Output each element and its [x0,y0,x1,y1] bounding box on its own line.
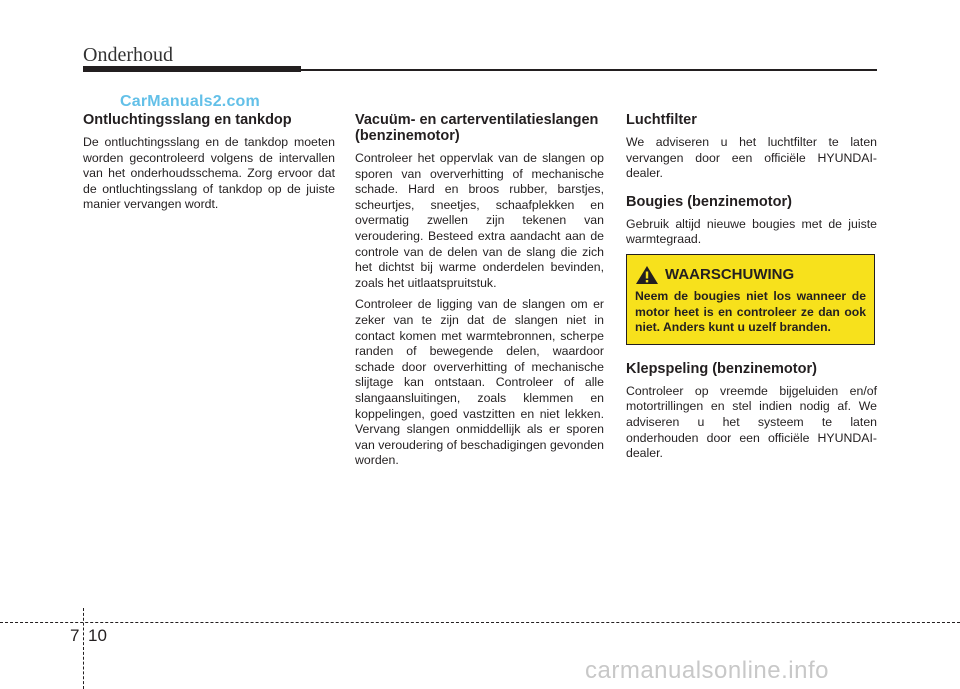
section-paragraph: Gebruik altijd nieuwe bougies met de juiste warmtegraad. [626,216,877,247]
section-heading-luchtfilter: Luchtfilter [626,112,697,128]
warning-text: Neem de bougies niet los wanneer de motor heet is en controleer ze dan ook niet. Anders kunt u uzelf branden. [635,288,866,335]
section-heading-ontluchtingsslang: Ontluchtingsslang en tankdop [83,112,292,128]
warning-title: WAARSCHUWING [665,266,795,284]
column-1 [83,112,335,219]
footer-divider [83,608,84,689]
warning-triangle-icon [635,265,659,285]
column-2 [355,112,604,475]
warning-header [635,265,866,285]
section-paragraph: Controleer de ligging van de slangen om er zeker van te zijn dat de slangen niet in contact komen met warmtebronnen, scherpe randen of bewegende delen, waardoor schade door oververhitting of mechanische slijtage kan ontstaan. Controleer of alle slangaansluitingen, zoals klemmen en koppelingen, goed vastzitten en niet lekken. Vervang slangen onmiddellijk als er sporen van veroudering of beschadigingen gevonden worden. [355,297,604,468]
section-heading-vacuum-slangen: Vacuüm- en carterventilatieslangen (benzinemotor) [355,112,599,144]
section-paragraph: We adviseren u het luchtfilter te laten vervangen door een officiële HYUNDAI-dealer. [626,135,877,181]
watermark-top-link[interactable]: CarManuals2.com [120,93,260,110]
section-paragraph: De ontluchtingsslang en de tankdop moeten worden gecontroleerd volgens de intervallen van het onderhoudsschema. Zorg ervoor dat de ontluchtingsslang of tankdop op de juiste manier vervangen wordt. [83,135,335,212]
page-number: 10 [88,626,107,645]
header-rule-thick [83,66,301,72]
section-heading-bougies: Bougies (benzinemotor) [626,193,792,210]
page-chapter-number: 7 [70,626,80,645]
header-title: Onderhoud [83,44,173,66]
section-heading-klepspeling: Klepspeling (benzinemotor) [626,360,817,377]
column-3 [626,112,877,468]
section-paragraph: Controleer het oppervlak van de slangen op sporen van oververhitting of mechanische schade. Hard en broos rubber, barstjes, scheurtjes, sneetjes, schaafplekken en overmatig zwellen zijn tekenen van veroudering. Besteed extra aandacht aan de controle van de delen van de slang die zich het dichtst bij warme onderdelen bevinden, zoals het uitlaatspruitstuk. [355,151,604,290]
warning-box [626,254,875,345]
footer-rule [0,622,960,623]
section-paragraph: Controleer op vreemde bijgeluiden en/of motortrillingen en stel indien nodig af. We adviseren u het systeem te laten onderhouden door een officiële HYUNDAI-dealer. [626,383,877,461]
header-rule-thin [301,69,877,71]
watermark-bottom-link[interactable]: carmanualsonline.info [585,657,829,684]
